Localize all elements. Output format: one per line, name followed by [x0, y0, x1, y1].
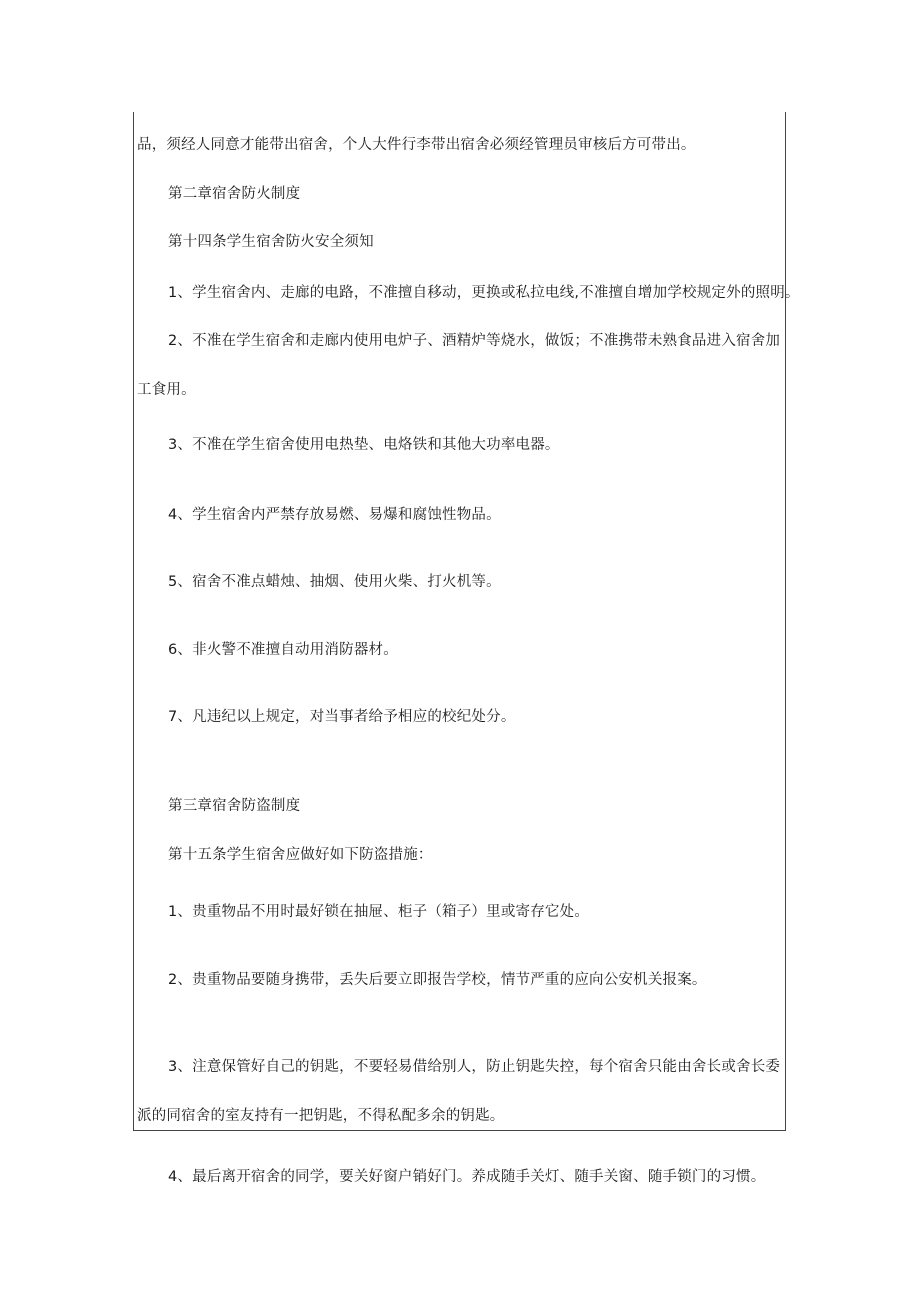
article-heading: 第十四条学生宿舍防火安全须知 [168, 234, 374, 250]
list-item: 4、最后离开宿舍的同学，要关好窗户销好门。养成随手关灯、随手关窗、随手锁门的习惯。 [168, 1169, 766, 1185]
list-item: 6、非火警不准擅自动用消防器材。 [168, 642, 398, 658]
chapter-heading: 第二章宿舍防火制度 [168, 186, 301, 202]
list-item: 2、不准在学生宿舍和走廊内使用电炉子、酒精炉等烧水，做饭；不准携带未熟食品进入宿舍加 [168, 333, 781, 349]
list-item: 4、学生宿舍内严禁存放易燃、易爆和腐蚀性物品。 [168, 507, 501, 523]
list-item: 3、注意保管好自己的钥匙，不要轻易借给别人，防止钥匙失控，每个宿舍只能由舍长或舍长委 [168, 1059, 781, 1075]
paragraph-line: 品，须经人同意才能带出宿舍，个人大件行李带出宿舍必须经管理员审核后方可带出。 [137, 137, 696, 153]
list-item: 2、贵重物品要随身携带，丢失后要立即报告学校，情节严重的应向公安机关报案。 [168, 972, 707, 988]
list-item: 1、学生宿舍内、走廊的电路，不准擅自移动，更换或私拉电线,不准擅自增加学校规定外的照明。 [168, 285, 800, 301]
article-heading: 第十五条学生宿舍应做好如下防盗措施： [168, 847, 433, 863]
list-item-continuation: 工食用。 [137, 382, 196, 398]
list-item: 7、凡违纪以上规定，对当事者给予相应的校纪处分。 [168, 709, 516, 725]
list-item: 3、不准在学生宿舍使用电热垫、电烙铁和其他大功率电器。 [168, 437, 560, 453]
list-item: 5、宿舍不准点蜡烛、抽烟、使用火柴、打火机等。 [168, 574, 501, 590]
chapter-heading: 第三章宿舍防盗制度 [168, 798, 301, 814]
list-item: 1、贵重物品不用时最好锁在抽屉、柜子（箱子）里或寄存它处。 [168, 904, 590, 920]
list-item-continuation: 派的同宿舍的室友持有一把钥匙，不得私配多余的钥匙。 [137, 1108, 505, 1124]
